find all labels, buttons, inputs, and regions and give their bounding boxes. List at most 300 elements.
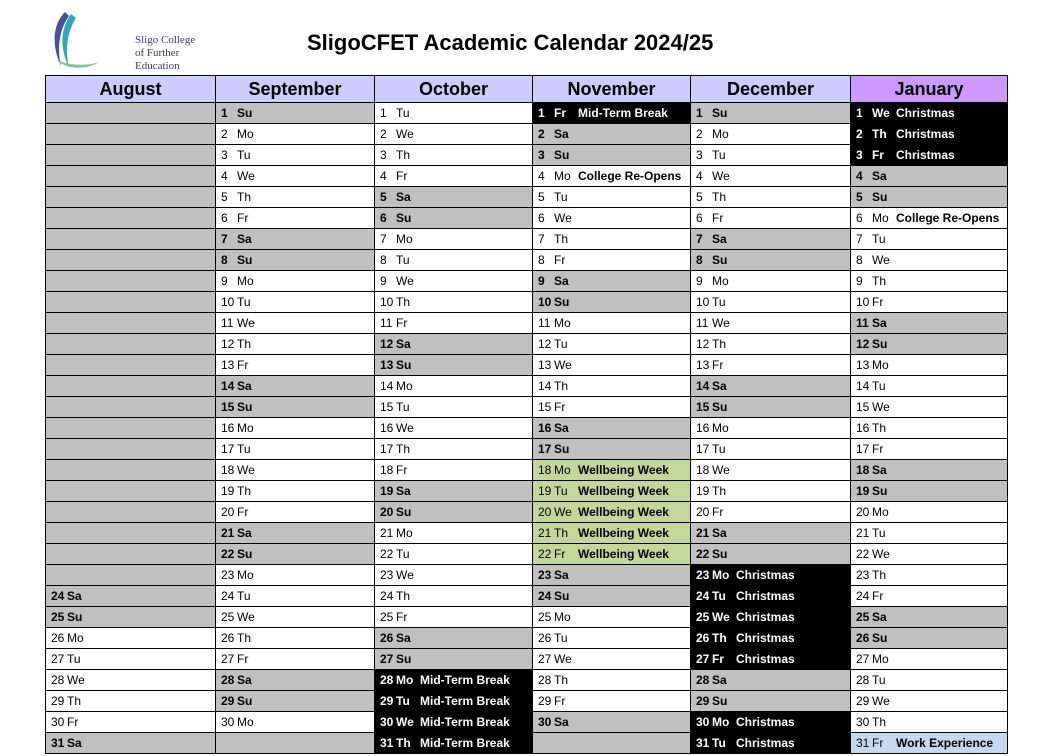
day-cell-dec-10 [691,292,851,313]
empty-day-cell-aug [46,376,216,397]
day-cell-jan-12 [851,334,1008,355]
weekday-label: Mo [712,274,729,288]
weekday-label: Su [396,211,412,225]
day-cell-sep-15 [216,397,375,418]
day-number: 11 [696,316,709,330]
day-cell-jan-25 [851,607,1008,628]
day-number: 17 [856,442,870,456]
day-number: 30 [538,715,552,729]
weekday-label: Sa [237,379,252,393]
weekday-label: We [712,463,730,477]
table-row [46,649,1008,670]
day-cell-oct-19 [375,481,533,502]
day-number: 4 [221,169,228,183]
day-number: 16 [696,421,710,435]
day-number: 10 [696,295,710,309]
weekday-label: We [396,568,414,582]
table-row [46,229,1008,250]
weekday-label: Mo [237,421,254,435]
day-cell-oct-18 [375,460,533,481]
weekday-label: We [396,421,414,435]
day-cell-sep-13 [216,355,375,376]
empty-day-cell-aug [46,103,216,124]
day-number: 7 [538,232,545,246]
event-label: Mid-Term Break [420,736,510,750]
weekday-label: Tu [396,400,410,414]
calendar-table [45,75,1008,754]
weekday-label: Mo [872,652,889,666]
weekday-label: We [712,610,730,624]
day-cell-oct-3 [375,145,533,166]
day-number: 29 [380,694,394,708]
weekday-label: We [396,715,414,729]
month-header-sep: September [216,76,375,103]
day-number: 1 [696,106,703,120]
weekday-label: Sa [712,232,727,246]
day-cell-sep-28 [216,670,375,691]
day-cell-jan-29 [851,691,1008,712]
day-cell-jan-24 [851,586,1008,607]
weekday-label: Fr [237,652,249,666]
weekday-label: Tu [712,295,726,309]
day-cell-sep-19 [216,481,375,502]
weekday-label: Sa [554,127,569,141]
table-row [46,628,1008,649]
day-number: 22 [856,547,870,561]
day-number: 26 [51,631,65,645]
day-number: 12 [696,337,710,351]
day-cell-jan-17 [851,439,1008,460]
day-cell-nov-8 [533,250,691,271]
empty-day-cell-aug [46,502,216,523]
weekday-label: Mo [712,715,730,729]
day-number: 9 [696,274,703,288]
day-number: 12 [221,337,235,351]
logo-line-1: Sligo College [135,34,196,46]
day-number: 24 [380,589,394,603]
weekday-label: Fr [554,694,566,708]
weekday-label: Tu [554,631,568,645]
day-cell-sep-16 [216,418,375,439]
weekday-label: Tu [872,673,886,687]
empty-day-cell-aug [46,460,216,481]
event-label: Mid-Term Break [420,715,510,729]
day-cell-jan-4 [851,166,1008,187]
day-cell-dec-12 [691,334,851,355]
day-number: 7 [221,232,228,246]
event-label: Wellbeing Week [578,547,669,561]
day-cell-nov-25 [533,607,691,628]
day-number: 13 [380,358,394,372]
day-cell-nov-5 [533,187,691,208]
table-row [46,670,1008,691]
weekday-label: Fr [712,211,724,225]
weekday-label: Fr [396,316,408,330]
day-number: 14 [856,379,870,393]
weekday-label: Mo [712,127,729,141]
month-header-oct: October [375,76,533,103]
day-number: 29 [51,694,65,708]
day-cell-oct-21 [375,523,533,544]
weekday-label: We [396,127,414,141]
day-number: 21 [856,526,870,540]
day-number: 19 [380,484,394,498]
day-cell-dec-8 [691,250,851,271]
day-number: 6 [538,211,545,225]
day-cell-sep-25 [216,607,375,628]
day-cell-jan-20 [851,502,1008,523]
day-cell-nov-13 [533,355,691,376]
day-cell-dec-13 [691,355,851,376]
weekday-label: Sa [872,610,887,624]
weekday-label: Su [712,400,728,414]
weekday-label: Su [712,547,728,561]
day-cell-sep-9 [216,271,375,292]
day-number: 5 [856,190,863,204]
weekday-label: Su [872,190,888,204]
weekday-label: Th [396,736,411,750]
table-row [46,607,1008,628]
table-row [46,523,1008,544]
day-cell-oct-29 [375,691,533,712]
day-number: 28 [538,673,552,687]
day-number: 1 [538,106,545,120]
day-cell-jan-31 [851,733,1008,754]
day-number: 9 [221,274,228,288]
weekday-label: Fr [554,400,566,414]
day-cell-nov-17 [533,439,691,460]
day-number: 23 [696,568,710,582]
day-number: 22 [221,547,235,561]
day-cell-aug-25 [46,607,216,628]
day-cell-nov-14 [533,376,691,397]
day-number: 9 [856,274,863,288]
day-number: 16 [221,421,235,435]
weekday-label: Fr [396,463,408,477]
table-row [46,565,1008,586]
month-header-nov: November [533,76,691,103]
day-number: 18 [538,463,552,477]
day-cell-sep-27 [216,649,375,670]
day-cell-oct-20 [375,502,533,523]
day-cell-dec-26 [691,628,851,649]
empty-day-cell-aug [46,271,216,292]
weekday-label: Su [67,610,83,624]
table-row [46,355,1008,376]
day-cell-oct-23 [375,565,533,586]
day-cell-dec-5 [691,187,851,208]
day-number: 3 [696,148,703,162]
day-number: 22 [538,547,552,561]
weekday-label: Su [237,106,253,120]
weekday-label: We [237,610,255,624]
day-number: 4 [696,169,703,183]
empty-day-cell-aug [46,187,216,208]
day-cell-nov-22 [533,544,691,565]
day-number: 18 [380,463,394,477]
weekday-label: Th [67,694,82,708]
day-number: 5 [696,190,703,204]
day-cell-jan-11 [851,313,1008,334]
day-cell-oct-26 [375,628,533,649]
weekday-label: Th [872,715,887,729]
day-number: 3 [221,148,228,162]
table-row [46,124,1008,145]
day-cell-sep-2 [216,124,375,145]
day-number: 14 [696,379,710,393]
day-cell-nov-4 [533,166,691,187]
day-number: 9 [538,274,545,288]
day-number: 8 [221,253,228,267]
weekday-label: Mo [396,232,413,246]
day-cell-oct-14 [375,376,533,397]
weekday-label: Fr [237,211,249,225]
day-cell-jan-26 [851,628,1008,649]
day-number: 24 [696,589,710,603]
day-cell-oct-27 [375,649,533,670]
day-cell-dec-19 [691,481,851,502]
weekday-label: Th [872,421,887,435]
day-cell-dec-6 [691,208,851,229]
day-number: 25 [221,610,235,624]
event-label: Christmas [736,715,795,729]
table-row [46,586,1008,607]
day-cell-oct-30 [375,712,533,733]
day-cell-oct-13 [375,355,533,376]
day-number: 1 [221,106,228,120]
day-cell-jan-30 [851,712,1008,733]
day-number: 26 [696,631,710,645]
weekday-label: Su [554,442,570,456]
day-number: 2 [380,127,387,141]
weekday-label: Sa [396,190,411,204]
day-cell-oct-31 [375,733,533,754]
day-number: 7 [856,232,863,246]
weekday-label: Fr [237,358,249,372]
weekday-label: Tu [554,337,568,351]
day-cell-nov-11 [533,313,691,334]
day-cell-dec-25 [691,607,851,628]
table-row [46,376,1008,397]
day-cell-nov-3 [533,145,691,166]
event-label: Christmas [736,610,795,624]
day-cell-nov-24 [533,586,691,607]
event-label: Christmas [736,568,795,582]
page-title: SligoCFET Academic Calendar 2024/25 [307,30,714,55]
day-number: 31 [696,736,710,750]
day-number: 20 [221,505,235,519]
day-cell-dec-9 [691,271,851,292]
day-number: 19 [856,484,870,498]
event-label: Wellbeing Week [578,505,669,519]
weekday-label: We [712,169,730,183]
weekday-label: Mo [237,274,254,288]
day-number: 10 [538,295,552,309]
day-number: 4 [538,169,545,183]
day-number: 20 [856,505,870,519]
weekday-label: Tu [237,442,251,456]
day-cell-oct-1 [375,103,533,124]
day-cell-oct-2 [375,124,533,145]
day-cell-dec-16 [691,418,851,439]
day-cell-sep-30 [216,712,375,733]
day-number: 24 [538,589,552,603]
day-cell-sep-10 [216,292,375,313]
day-cell-oct-17 [375,439,533,460]
empty-day-cell-aug [46,439,216,460]
weekday-label: Tu [237,295,251,309]
day-cell-nov-20 [533,502,691,523]
weekday-label: We [237,463,255,477]
weekday-label: Mo [396,379,413,393]
day-cell-dec-17 [691,439,851,460]
weekday-label: Su [872,484,888,498]
day-number: 29 [221,694,235,708]
day-cell-sep-29 [216,691,375,712]
weekday-label: Tu [872,379,886,393]
event-label: Mid-Term Break [420,673,510,687]
weekday-label: Su [712,253,728,267]
weekday-label: Sa [237,526,252,540]
day-number: 1 [380,106,387,120]
day-cell-dec-27 [691,649,851,670]
empty-day-cell-aug [46,355,216,376]
day-number: 27 [221,652,235,666]
day-number: 17 [538,442,552,456]
day-cell-oct-7 [375,229,533,250]
day-number: 25 [856,610,870,624]
weekday-label: Sa [712,526,727,540]
event-label: Christmas [736,631,795,645]
day-number: 20 [380,505,394,519]
day-number: 27 [51,652,65,666]
weekday-label: Sa [554,568,569,582]
day-cell-nov-12 [533,334,691,355]
table-row [46,460,1008,481]
weekday-label: Th [872,568,887,582]
day-number: 24 [51,589,65,603]
weekday-label: Su [554,295,570,309]
day-number: 2 [856,127,863,141]
day-number: 3 [538,148,545,162]
day-number: 29 [538,694,552,708]
event-label: Wellbeing Week [578,463,669,477]
day-number: 26 [856,631,870,645]
day-number: 22 [696,547,710,561]
day-number: 8 [696,253,703,267]
day-number: 23 [380,568,394,582]
weekday-label: Th [237,484,252,498]
weekday-label: Th [237,337,252,351]
event-label: Wellbeing Week [578,526,669,540]
table-row [46,418,1008,439]
day-number: 26 [380,631,394,645]
table-row [46,334,1008,355]
empty-day-cell-aug [46,418,216,439]
day-cell-dec-30 [691,712,851,733]
weekday-label: Su [712,694,728,708]
event-label: Christmas [896,106,955,120]
event-label: College Re-Opens [578,169,682,183]
day-number: 16 [856,421,870,435]
empty-day-cell-nov [533,733,691,754]
day-number: 29 [856,694,870,708]
day-number: 22 [380,547,394,561]
event-label: Work Experience [896,736,994,750]
day-cell-dec-24 [691,586,851,607]
day-cell-jan-16 [851,418,1008,439]
day-cell-nov-19 [533,481,691,502]
day-cell-nov-28 [533,670,691,691]
weekday-label: Mo [554,169,571,183]
weekday-label: Tu [396,253,410,267]
day-cell-nov-6 [533,208,691,229]
day-cell-dec-23 [691,565,851,586]
weekday-label: Su [872,631,888,645]
day-cell-sep-8 [216,250,375,271]
event-label: Christmas [896,127,955,141]
day-number: 15 [538,400,552,414]
weekday-label: Th [554,379,569,393]
weekday-label: Th [396,442,411,456]
weekday-label: We [554,211,572,225]
weekday-label: Fr [67,715,79,729]
day-number: 16 [538,421,552,435]
day-number: 14 [380,379,394,393]
day-number: 31 [380,736,394,750]
day-number: 2 [696,127,703,141]
day-number: 5 [380,190,387,204]
day-number: 2 [538,127,545,141]
day-cell-aug-31 [46,733,216,754]
day-cell-jan-6 [851,208,1008,229]
weekday-label: We [237,316,255,330]
weekday-label: Su [237,547,253,561]
day-cell-jan-5 [851,187,1008,208]
weekday-label: Tu [872,526,886,540]
empty-day-cell-aug [46,208,216,229]
day-cell-nov-1 [533,103,691,124]
day-cell-sep-11 [216,313,375,334]
day-number: 30 [380,715,394,729]
month-header-row [46,76,1008,103]
day-cell-jan-1 [851,103,1008,124]
weekday-label: Th [712,337,727,351]
day-cell-nov-9 [533,271,691,292]
weekday-label: Th [872,274,887,288]
weekday-label: Su [396,358,412,372]
table-row [46,166,1008,187]
day-number: 28 [696,673,710,687]
day-number: 10 [856,295,870,309]
weekday-label: Tu [554,484,568,498]
day-number: 20 [696,505,710,519]
day-number: 31 [51,736,65,750]
event-label: Christmas [736,736,795,750]
day-number: 14 [221,379,235,393]
day-number: 20 [538,505,552,519]
weekday-label: We [872,400,890,414]
day-cell-nov-7 [533,229,691,250]
day-cell-oct-15 [375,397,533,418]
day-cell-aug-30 [46,712,216,733]
day-number: 1 [856,106,863,120]
weekday-label: Tu [712,442,726,456]
day-cell-nov-23 [533,565,691,586]
weekday-label: Su [396,652,412,666]
day-cell-dec-15 [691,397,851,418]
empty-day-cell-sep [216,733,375,754]
